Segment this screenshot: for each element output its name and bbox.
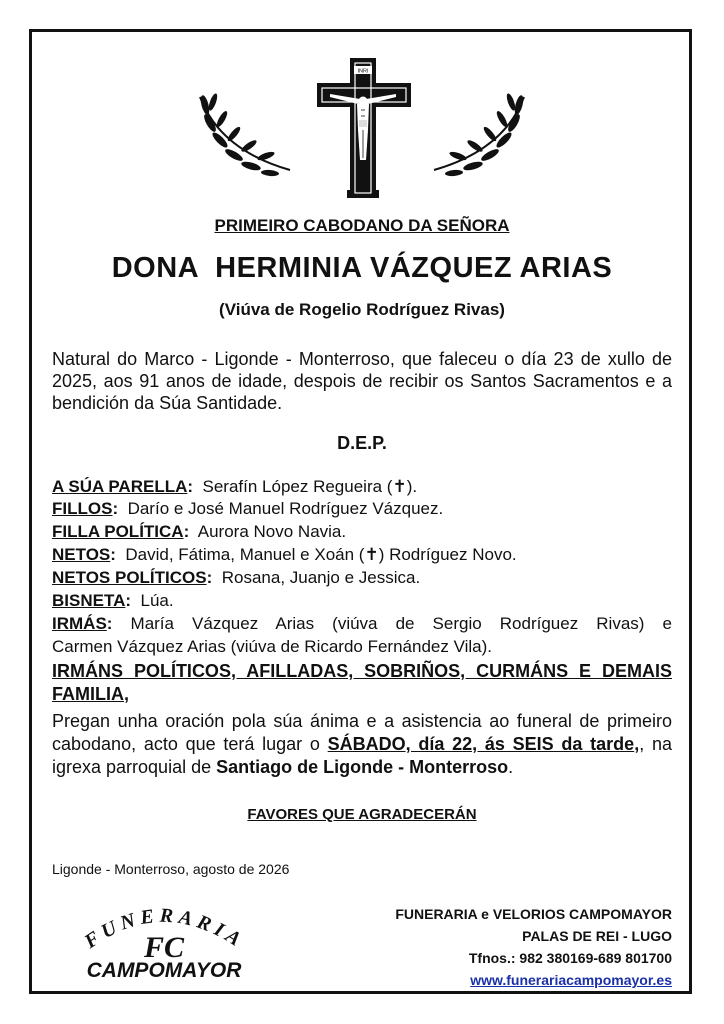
inri-plaque: INRI — [357, 68, 369, 75]
church-name: Santiago de Ligonde - Monterroso — [216, 757, 509, 777]
family-value: Aurora Novo Navia. — [197, 522, 347, 541]
family-label: NETOS — [52, 545, 111, 564]
logo-arc-text: FUNERARIA — [80, 904, 249, 954]
family-label: FAMILIA — [52, 684, 124, 704]
family-label: NETOS POLÍTICOS — [52, 568, 207, 587]
family-row-irmas-cont — [52, 636, 492, 658]
family-row-fillos: FILLOS: Darío e José Manuel Rodríguez Vázquez. — [52, 499, 444, 518]
family-value: Serafín López Regueira (✝). — [202, 477, 418, 496]
family-row-netos: NETOS: David, Fátima, Manuel e Xoán (✝) Rodríguez Novo. — [52, 545, 517, 564]
family-row-irmas: IRMÁS: María Vázquez Arias (viúva de Sergio Rodríguez Rivas) e — [52, 614, 672, 633]
deceased-name: DONA HERMINIA VÁZQUEZ ARIAS — [111, 252, 613, 284]
dep-heading: D.E.P. — [337, 433, 387, 453]
funeral-home-info — [395, 903, 672, 991]
family-value: Rosana, Juanjo e Jessica. — [221, 568, 421, 587]
notice-subtitle: PRIMEIRO CABODANO DA SEÑORA — [214, 216, 510, 235]
funeral-home-website-link[interactable]: www.funerariacampomayor.es — [470, 972, 672, 988]
family-value: Carmen Vázquez Arias (viúva de Ricardo Fernández Vila). — [52, 637, 493, 656]
logo-monogram: FC — [143, 931, 185, 964]
funeral-home-location: PALAS DE REI - LUGO — [522, 928, 672, 944]
logo-name: CAMPOMAYOR — [86, 959, 242, 982]
family-label: FILLA POLÍTICA — [52, 522, 184, 541]
funeral-time: SÁBADO, día 22, ás SEIS da tarde — [327, 734, 635, 754]
place-date: Ligonde - Monterroso, agosto de 2026 — [52, 861, 290, 877]
family-row-bisneta: BISNETA: Lúa. — [52, 591, 174, 610]
crucifix-icon — [0, 0, 724, 210]
family-row-parella: A SÚA PARELLA: Serafín López Regueira (✝). — [52, 477, 418, 496]
family-row-filla-politica: FILLA POLÍTICA: Aurora Novo Navia. — [52, 522, 347, 541]
family-label: A SÚA PARELLA — [52, 477, 188, 496]
family-value: María Vázquez Arias (viúva de Sergio Rodríguez Rivas) e — [130, 614, 672, 633]
family-label: IRMÁNS POLÍTICOS, AFILLADAS, SOBRIÑOS, CURMÁNS E DEMAIS — [52, 661, 672, 681]
intro-paragraph: Natural do Marco - Ligonde - Monterroso, que faleceu o día 23 de xullo de 2025, aos 91 anos de idade, despois de recibir os Santos Sacramentos e a bendición da Súa Santidade. — [52, 349, 672, 413]
funeral-home-name: FUNERARIA e VELORIOS CAMPOMAYOR — [395, 906, 672, 922]
family-value: David, Fátima, Manuel e Xoán (✝) Rodríguez Novo. — [125, 545, 517, 564]
funeral-home-phones: Tfnos.: 982 380169-689 801700 — [468, 950, 672, 966]
family-row-others-cont: FAMILIA, — [52, 684, 130, 704]
family-value: Lúa. — [140, 591, 174, 610]
family-row-others — [52, 660, 672, 682]
invitation-paragraph: Pregan unha oración pola súa ánima e a asistencia ao funeral de primeiro cabodano, acto que terá lugar o SÁBADO, día 22, ás SEIS da tarde,, na igrexa parroquial de Santiago de Ligonde - Monterroso. — [52, 711, 672, 777]
widow-note: (Viúva de Rogelio Rodríguez Rivas) — [219, 300, 505, 319]
family-label: FILLOS — [52, 499, 113, 518]
favores-line: FAVORES QUE AGRADECERÁN — [247, 806, 477, 823]
family-row-netos-politicos: NETOS POLÍTICOS: Rosana, Juanjo e Jessica. — [52, 568, 421, 587]
family-value: Darío e José Manuel Rodríguez Vázquez. — [127, 499, 444, 518]
funeraria-logo — [52, 895, 282, 985]
family-label: BISNETA — [52, 591, 126, 610]
family-label: IRMÁS — [52, 614, 107, 633]
